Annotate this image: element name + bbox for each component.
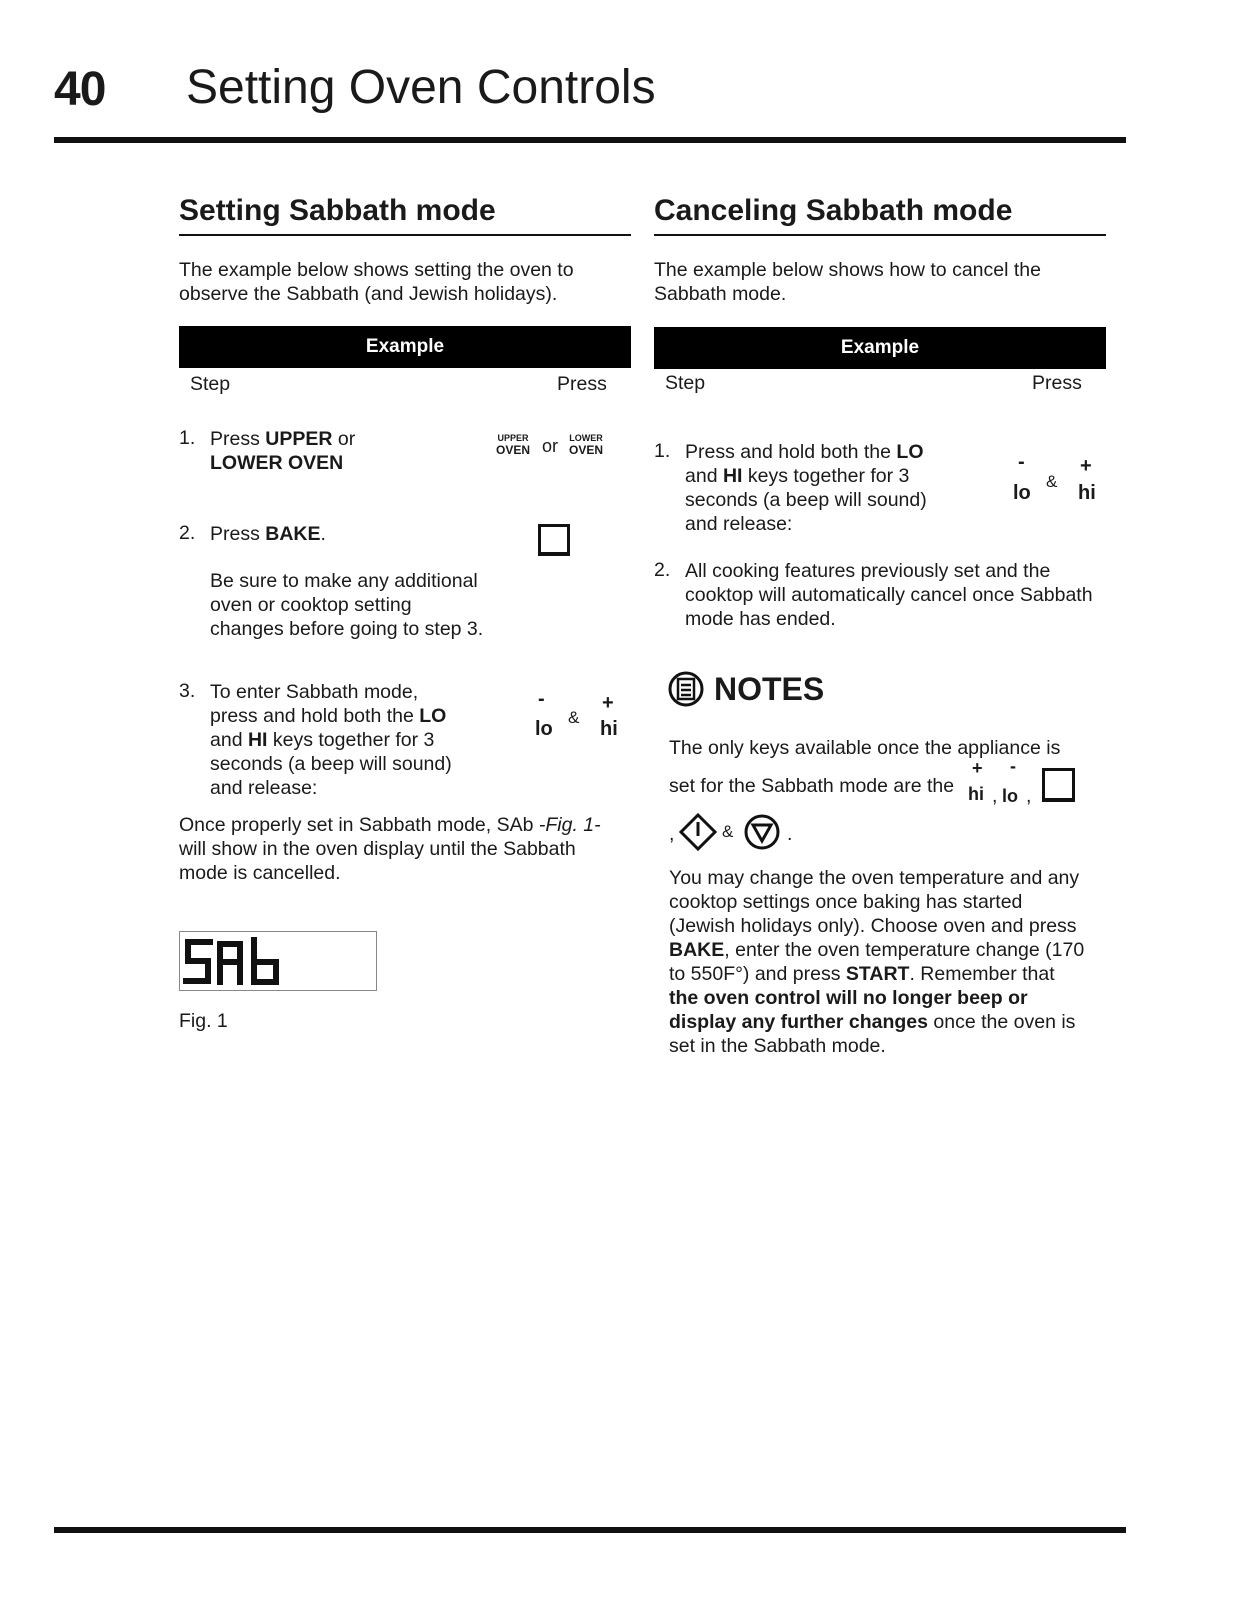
notes-title: NOTES (714, 671, 825, 707)
comma: , (992, 785, 998, 807)
notes-icon (667, 670, 707, 710)
period: . (787, 823, 793, 845)
left-press-header: Press (557, 373, 607, 395)
comma: , (669, 823, 675, 845)
lo-key[interactable]: lo (1002, 786, 1018, 806)
ampersand: & (568, 708, 580, 727)
right-press-header: Press (1032, 372, 1082, 394)
hi-key[interactable]: hi (600, 718, 618, 740)
left-title-rule (179, 234, 631, 236)
top-rule (54, 137, 1126, 143)
left-step-header: Step (190, 373, 231, 395)
step-number: 2. (179, 522, 196, 544)
minus-icon: - (1018, 451, 1025, 473)
ampersand: & (722, 822, 734, 841)
comma: , (1026, 785, 1032, 807)
example-label: Example (840, 337, 920, 358)
minus-icon: - (1010, 756, 1016, 776)
bake-key-icon[interactable] (1042, 768, 1075, 802)
start-icon[interactable] (678, 812, 718, 852)
example-label: Example (365, 336, 445, 357)
plus-icon: + (972, 758, 983, 778)
or-label: or (542, 436, 559, 456)
page-number: 40 (54, 63, 106, 116)
upper-oven-key[interactable]: UPPER OVEN (496, 433, 531, 457)
lo-key[interactable]: lo (535, 718, 553, 740)
stop-icon[interactable] (742, 812, 782, 852)
left-intro-line-2: observe the Sabbath (and Jewish holidays). (179, 283, 558, 305)
plus-icon: + (602, 692, 614, 714)
step-number: 1. (179, 427, 196, 449)
step2-text: Press BAKE. (210, 523, 326, 545)
bottom-rule (54, 1527, 1126, 1533)
left-intro-line-1: The example below shows setting the oven to (179, 259, 574, 281)
step-number: 2. (654, 559, 671, 581)
step-number: 1. (654, 440, 671, 462)
notes-line-2: set for the Sabbath mode are the (669, 775, 955, 797)
step2-note: Be sure to make any additional oven or cooktop setting changes before going to step 3. (210, 570, 484, 640)
sab-display-glyphs (180, 932, 378, 992)
lo-key[interactable]: lo (1013, 482, 1031, 504)
hi-key[interactable]: hi (968, 784, 984, 804)
cancel-step2-text: All cooking features previously set and the cooktop will automatically cancel once Sabbath mode has ended. (685, 560, 1093, 630)
ampersand: & (1046, 472, 1058, 491)
page-title: Setting Oven Controls (186, 61, 656, 114)
left-example-bar (179, 326, 631, 368)
hi-key[interactable]: hi (1078, 482, 1096, 504)
notes-line-1: The only keys available once the appliance is (669, 737, 1061, 759)
right-step-header: Step (665, 372, 706, 394)
canceling-sabbath-title: Canceling Sabbath mode (654, 194, 1013, 227)
sabbath-display-note: Once properly set in Sabbath mode, SAb -Fig. 1- will show in the oven display until the Sabbath mode is cancelled. (179, 814, 601, 884)
cancel-step1-text: Press and hold both the LO and HI keys together for 3 seconds (a beep will sound) and release: (685, 441, 927, 535)
step3-text: To enter Sabbath mode, press and hold both the LO and HI keys together for 3 seconds (a beep will sound) and release: (210, 681, 452, 799)
bake-key-icon[interactable] (538, 524, 570, 556)
right-intro-line-1: The example below shows how to cancel the (654, 259, 1041, 281)
lower-oven-key[interactable]: LOWER OVEN (569, 433, 604, 457)
oven-display-figure (179, 931, 377, 991)
notes-paragraph: You may change the oven temperature and any cooktop settings once baking has started (Jewish holidays only). Choose oven and press BAKE, enter the oven temperature change (170 to 550F°) and press START. Remember that the oven control will no longer beep or display any further changes once the oven is set in the Sabbath mode. (669, 867, 1085, 1057)
right-title-rule (654, 234, 1106, 236)
fig-caption: Fig. 1 (179, 1010, 228, 1032)
setting-sabbath-title: Setting Sabbath mode (179, 194, 496, 227)
step1-text: Press UPPER or LOWER OVEN (210, 428, 356, 474)
right-example-bar (654, 327, 1106, 369)
plus-icon: + (1080, 455, 1092, 477)
right-intro-line-2: Sabbath mode. (654, 283, 787, 305)
step-number: 3. (179, 680, 196, 702)
minus-icon: - (538, 688, 545, 710)
